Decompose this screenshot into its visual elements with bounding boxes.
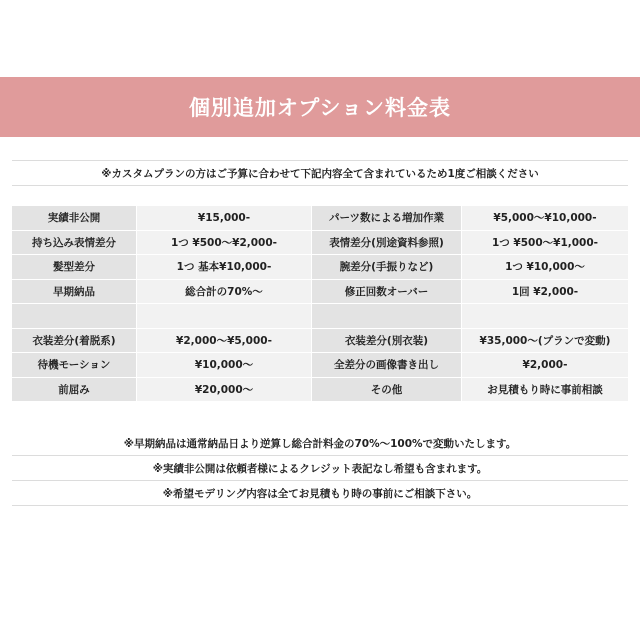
option-price: ¥2,000〜¥5,000-: [137, 329, 312, 353]
table-row: [12, 378, 628, 403]
title-banner: [0, 77, 640, 137]
option-price: ¥5,000〜¥10,000-: [462, 206, 628, 230]
option-price: 1つ 基本¥10,000-: [137, 255, 312, 279]
option-label: 前屈み: [12, 378, 137, 402]
option-price: 1回 ¥2,000-: [462, 280, 628, 304]
option-price: ¥2,000-: [462, 353, 628, 377]
option-price: ¥10,000〜: [137, 353, 312, 377]
option-price: 総合計の70%〜: [137, 280, 312, 304]
option-price: [462, 304, 628, 328]
table-row: [12, 255, 628, 280]
option-label: [12, 304, 137, 328]
option-price: お見積もり時に事前相談: [462, 378, 628, 402]
option-label: 待機モーション: [12, 353, 137, 377]
option-price: ¥15,000-: [137, 206, 312, 230]
option-price: 1つ ¥500〜¥1,000-: [462, 231, 628, 255]
page-title: 個別追加オプション料金表: [188, 96, 452, 120]
option-label: 衣装差分(着脱系): [12, 329, 137, 353]
table-row: [12, 206, 628, 231]
table-row: [12, 329, 628, 354]
option-label: 全差分の画像書き出し: [312, 353, 462, 377]
table-row: [12, 280, 628, 305]
option-price: [137, 304, 312, 328]
note-private-record: ※実績非公開は依頼者様によるクレジット表記なし希望も含まれます。: [12, 456, 628, 481]
option-label: 早期納品: [12, 280, 137, 304]
option-price: ¥20,000〜: [137, 378, 312, 402]
option-label: 持ち込み表情差分: [12, 231, 137, 255]
option-label: 衣装差分(別衣装): [312, 329, 462, 353]
option-price: 1つ ¥10,000〜: [462, 255, 628, 279]
option-price: ¥35,000〜(プランで変動): [462, 329, 628, 353]
note-consultation: ※希望モデリング内容は全てお見積もり時の事前にご相談下さい。: [12, 481, 628, 506]
option-label: 実績非公開: [12, 206, 137, 230]
notes-section: [12, 431, 628, 506]
option-label: 腕差分(手振りなど): [312, 255, 462, 279]
price-table: [12, 206, 628, 402]
note-early-delivery: ※早期納品は通常納品日より逆算し総合計料金の70%〜100%で変動いたします。: [12, 431, 628, 456]
option-label: [312, 304, 462, 328]
table-row-empty: [12, 304, 628, 329]
option-label: その他: [312, 378, 462, 402]
option-label: 髪型差分: [12, 255, 137, 279]
option-label: パーツ数による増加作業: [312, 206, 462, 230]
option-label: 表情差分(別途資料参照): [312, 231, 462, 255]
table-row: [12, 353, 628, 378]
option-price: 1つ ¥500〜¥2,000-: [137, 231, 312, 255]
top-note: ※カスタムプランの方はご予算に合わせて下記内容全て含まれているため1度ご相談ください: [12, 160, 628, 186]
option-label: 修正回数オーバー: [312, 280, 462, 304]
table-row: [12, 231, 628, 256]
